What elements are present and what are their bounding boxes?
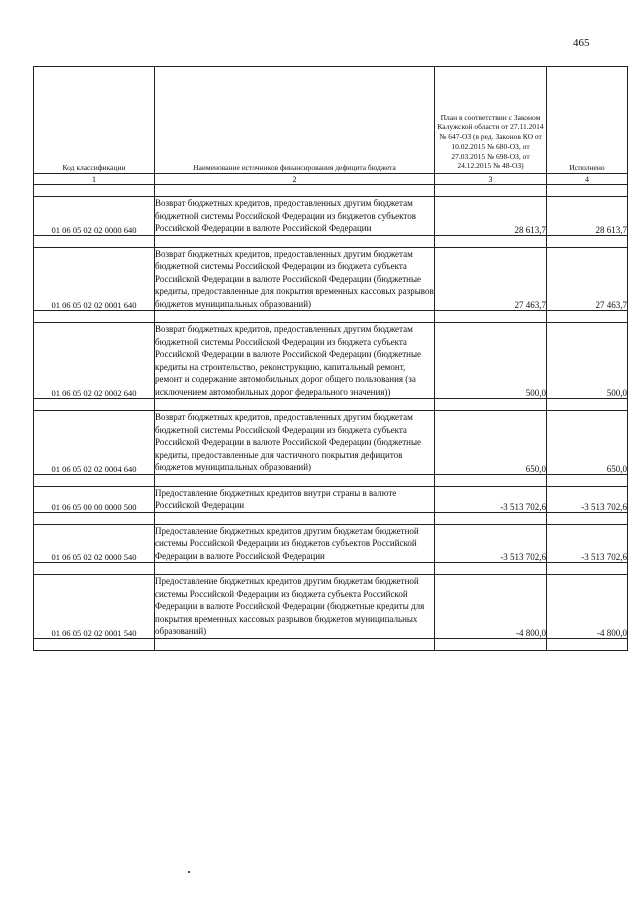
row-name: Возврат бюджетных кредитов, предоставленных другим бюджетам бюджетной системы Российской Федерации из бюджета субъекта Российской Федерации в валюте Российской Федерации (бюджетные кредиты на строительство, реконструкцию, капитальный ремонт, ремонт и содержание автомобильных дорог общего пользования (за исключением автомобильных дорог федерального значения)) xyxy=(155,323,435,399)
row-code: 01 06 05 02 02 0002 640 xyxy=(34,323,155,399)
row-name: Возврат бюджетных кредитов, предоставленных другим бюджетам бюджетной системы Российской Федерации из бюджета субъекта Российской Федерации в валюте Российской Федерации (бюджетные кредиты, предоставленные для покрытия временных кассовых разрывов бюджетов муниципальных образований) xyxy=(155,248,434,309)
row-plan: 500,0 xyxy=(435,323,547,399)
header-done: Исполнено xyxy=(547,67,628,174)
row-done: -3 513 702,6 xyxy=(547,524,628,563)
col-number-4: 4 xyxy=(547,174,628,185)
row-plan: 27 463,7 xyxy=(435,247,547,311)
row-code: 01 06 05 02 02 0001 640 xyxy=(34,247,155,311)
spacer-row xyxy=(34,311,628,323)
spacer-row xyxy=(34,563,628,575)
table-row xyxy=(34,486,628,512)
row-plan: -4 800,0 xyxy=(435,575,547,639)
row-plan: -3 513 702,6 xyxy=(435,486,547,512)
row-done: 500,0 xyxy=(547,323,628,399)
row-name: Возврат бюджетных кредитов, предоставленных другим бюджетам бюджетной системы Российской Федерации из бюджета субъекта Российской Федерации в валюте Российской Федерации (бюджетные кредиты, предоставленные для частичного покрытия дефицитов бюджетов муниципальных образований) xyxy=(155,411,435,475)
row-code: 01 06 05 00 00 0000 500 xyxy=(34,486,155,512)
stray-dot xyxy=(188,871,190,873)
row-plan: -3 513 702,6 xyxy=(435,524,547,563)
table-row xyxy=(34,524,628,563)
financing-table xyxy=(33,66,628,651)
row-code: 01 06 05 02 02 0000 540 xyxy=(34,524,155,563)
table-row xyxy=(34,575,628,639)
header-name: Наименование источников финансирования дефицита бюджета xyxy=(155,67,435,174)
page-number: 465 xyxy=(573,37,590,49)
table-row xyxy=(34,411,628,475)
spacer-row xyxy=(34,185,628,197)
spacer-row xyxy=(34,474,628,486)
table-row xyxy=(34,323,628,399)
row-code: 01 06 05 02 02 0001 540 xyxy=(34,575,155,639)
row-done: 28 613,7 xyxy=(547,197,628,236)
row-name: Предоставление бюджетных кредитов внутри страны в валюте Российской Федерации xyxy=(155,486,435,512)
row-plan: 28 613,7 xyxy=(435,197,547,236)
column-number-row xyxy=(34,174,628,185)
row-done: 27 463,7 xyxy=(547,247,628,311)
header-code: Код классификации xyxy=(34,67,155,174)
row-done: -3 513 702,6 xyxy=(547,486,628,512)
spacer-row xyxy=(34,638,628,650)
col-number-2: 2 xyxy=(155,174,435,185)
col-number-3: 3 xyxy=(435,174,547,185)
table-row xyxy=(34,197,628,236)
row-plan: 650,0 xyxy=(435,411,547,475)
spacer-row xyxy=(34,235,628,247)
row-name: Предоставление бюджетных кредитов другим бюджетам бюджетной системы Российской Федерации из бюджетов субъектов Российской Федерации в валюте Российской Федерации xyxy=(155,524,435,563)
col-number-1: 1 xyxy=(34,174,155,185)
table-header-row xyxy=(34,67,628,174)
table-row xyxy=(34,247,628,311)
row-code: 01 06 05 02 02 0004 640 xyxy=(34,411,155,475)
header-plan: План в соответствии с Законом Калужской области от 27.11.2014 № 647-ОЗ (в ред. Законов КО от 10.02.2015 № 680-ОЗ, от 27.03.2015 № 698-ОЗ, от 24.12.2015 № 48-ОЗ) xyxy=(435,67,547,174)
row-done: 650,0 xyxy=(547,411,628,475)
row-name: Предоставление бюджетных кредитов другим бюджетам бюджетной системы Российской Федерации из бюджета субъекта Российской Федерации в валюте Российской Федерации (бюджетные кредиты для покрытия временных кассовых разрывов бюджетов муниципальных образований) xyxy=(155,575,435,639)
row-name: Возврат бюджетных кредитов, предоставленных другим бюджетам бюджетной системы Российской Федерации из бюджетов субъектов Российской Федерации в валюте Российской Федерации xyxy=(155,197,435,236)
spacer-row xyxy=(34,512,628,524)
spacer-row xyxy=(34,399,628,411)
row-code: 01 06 05 02 02 0000 640 xyxy=(34,197,155,236)
row-done: -4 800,0 xyxy=(547,575,628,639)
